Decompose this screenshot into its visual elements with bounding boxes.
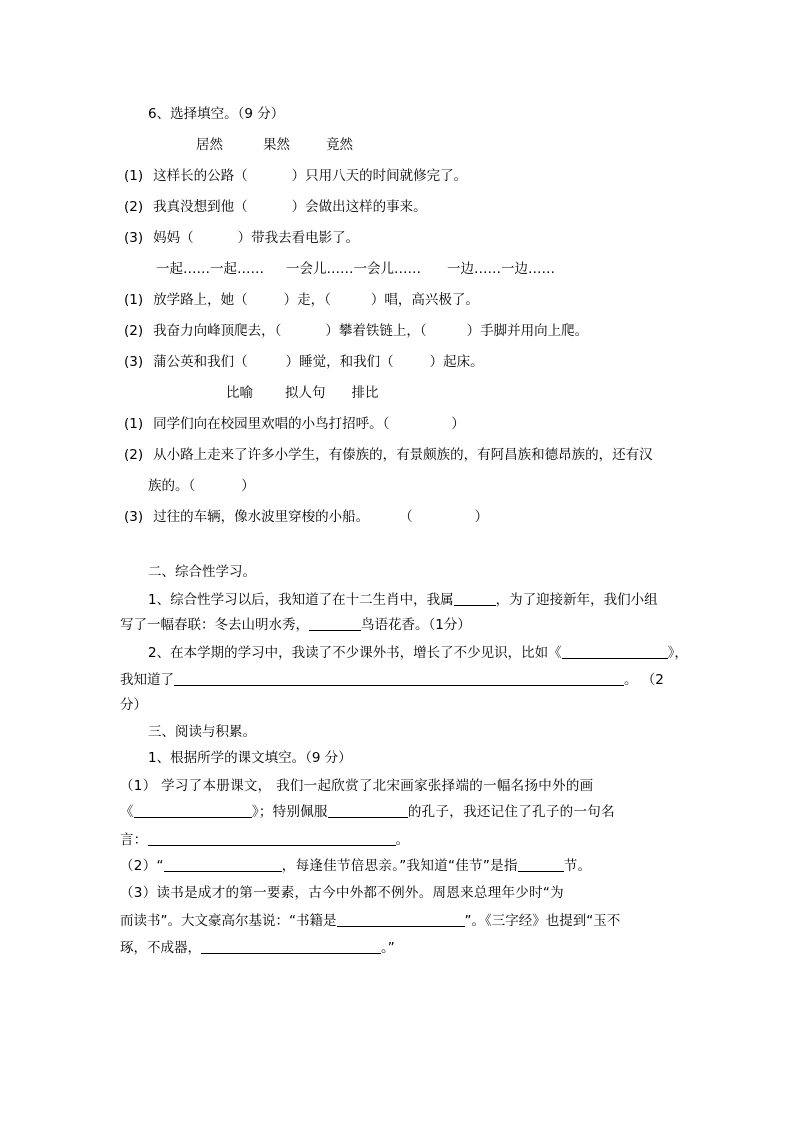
item-number: (2) bbox=[124, 447, 144, 463]
answer-blank[interactable] bbox=[134, 803, 252, 818]
question-line bbox=[120, 830, 409, 850]
item-text: 》；特别佩服 bbox=[251, 804, 328, 820]
word-option: 一会儿……一会儿…… bbox=[286, 261, 421, 277]
word-bank-1 bbox=[196, 135, 353, 155]
item-number: (2) bbox=[124, 323, 144, 339]
question-item bbox=[124, 414, 465, 434]
question-item bbox=[124, 290, 479, 310]
answer-blank[interactable] bbox=[174, 671, 624, 686]
item-text: 蒲公英和我们（ bbox=[153, 354, 248, 370]
item-text: 我知道了 bbox=[120, 672, 174, 688]
question-item bbox=[124, 445, 653, 465]
item-text: 。 （2 bbox=[624, 672, 664, 688]
answer-blank[interactable] bbox=[562, 644, 668, 659]
item-text: 节。 bbox=[563, 858, 592, 874]
question-line: 分） bbox=[120, 697, 147, 713]
item-text: （2）“ bbox=[120, 858, 164, 874]
word-option: 果然 bbox=[263, 137, 290, 153]
item-text: 。 bbox=[395, 832, 410, 848]
answer-blank[interactable] bbox=[148, 831, 396, 846]
item-text: 放学路上，她（ bbox=[153, 292, 248, 308]
question-item bbox=[124, 228, 359, 248]
answer-blank[interactable] bbox=[337, 912, 465, 927]
section6-title: 6、选择填空。（9 分） bbox=[148, 106, 285, 122]
item-text: 妈妈（ bbox=[153, 230, 194, 246]
item-text: ）会做出这样的事来。 bbox=[291, 199, 427, 215]
word-bank-2 bbox=[156, 259, 555, 279]
question-title: 1、根据所学的课文填空。（9 分） bbox=[148, 750, 352, 766]
answer-blank[interactable] bbox=[201, 939, 381, 954]
item-text: 《 bbox=[120, 804, 134, 820]
question-item bbox=[124, 321, 588, 341]
item-text: 言： bbox=[120, 832, 148, 848]
word-bank-3 bbox=[226, 383, 379, 403]
question-line bbox=[120, 856, 591, 876]
item-text: 过往的车辆，像水波里穿梭的小船。 bbox=[153, 509, 370, 525]
question-line bbox=[120, 938, 395, 958]
word-option: 一边……一边…… bbox=[447, 261, 555, 277]
question-item bbox=[124, 166, 467, 186]
item-text: ）只用八天的时间就修完了。 bbox=[291, 168, 468, 184]
answer-blank[interactable] bbox=[328, 803, 408, 818]
item-number: (3) bbox=[124, 354, 144, 370]
question-line bbox=[120, 802, 615, 822]
answer-blank[interactable] bbox=[518, 857, 564, 872]
item-text: 鸟语花香。（1分） bbox=[361, 617, 471, 633]
word-option: 居然 bbox=[196, 137, 223, 153]
question-line: （1） 学习了本册课文， 我们一起欣赏了北宋画家张择端的一幅名扬中外的画 bbox=[120, 778, 594, 794]
part2-heading: 二、综合性学习。 bbox=[148, 564, 256, 580]
item-text: 我真没想到他（ bbox=[153, 199, 248, 215]
item-number: (1) bbox=[124, 168, 144, 184]
item-text: ”。《三字经》也提到“玉不 bbox=[464, 913, 621, 929]
word-option: 一起……一起…… bbox=[156, 261, 264, 277]
item-text: 而读书”。大文豪高尔基说：“书籍是 bbox=[120, 913, 337, 929]
item-number: (2) bbox=[124, 199, 144, 215]
item-text: ） bbox=[474, 509, 489, 525]
item-text: ）起床。 bbox=[429, 354, 484, 370]
question-line bbox=[148, 643, 688, 663]
word-option: 排比 bbox=[351, 385, 379, 401]
item-text: 》， bbox=[667, 645, 688, 661]
question-item bbox=[124, 507, 488, 527]
answer-blank[interactable] bbox=[309, 616, 361, 631]
word-option: 比喻 bbox=[226, 385, 253, 401]
item-text: 同学们向在校园里欢唱的小鸟打招呼。（ bbox=[153, 416, 390, 432]
item-text: 的孔子，我还记住了孔子的一句名 bbox=[407, 804, 615, 820]
item-text: ）唱，高兴极了。 bbox=[370, 292, 479, 308]
question-item bbox=[124, 197, 427, 217]
item-text: ）攀着铁链上，（ bbox=[325, 323, 427, 339]
question-line bbox=[120, 615, 471, 635]
part3-heading: 三、阅读与积累。 bbox=[148, 724, 256, 740]
item-text: 琢，不成器， bbox=[120, 940, 201, 956]
item-text: ）走，（ bbox=[283, 292, 331, 308]
question-line bbox=[120, 911, 620, 931]
word-option: 拟人句 bbox=[285, 385, 326, 401]
item-text: ）带我去看电影了。 bbox=[237, 230, 360, 246]
item-text: 我奋力向峰顶爬去，（ bbox=[153, 323, 282, 339]
question-item bbox=[124, 352, 484, 372]
item-text: 这样长的公路（ bbox=[153, 168, 248, 184]
item-text: 2、在本学期的学习中，我读了不少课外书，增长了不少见识，比如《 bbox=[148, 645, 562, 661]
item-text: ）手脚并用向上爬。 bbox=[466, 323, 589, 339]
item-number: (1) bbox=[124, 416, 144, 432]
item-number: (3) bbox=[124, 230, 144, 246]
question-line bbox=[120, 670, 664, 690]
item-text: 写了一幅春联：冬去山明水秀， bbox=[120, 617, 309, 633]
item-number: (1) bbox=[124, 292, 144, 308]
answer-blank[interactable] bbox=[164, 857, 282, 872]
question-line: （3）读书是成才的第一要素，古今中外都不例外。周恩来总理年少时“为 bbox=[120, 885, 564, 901]
answer-blank[interactable] bbox=[454, 591, 496, 606]
item-number: (3) bbox=[124, 509, 144, 525]
item-text: ，每逢佳节倍思亲。”我知道“佳节”是指 bbox=[281, 858, 518, 874]
question-item-continued bbox=[148, 476, 255, 496]
item-text: ） bbox=[451, 416, 465, 432]
item-text: （ bbox=[399, 509, 413, 525]
item-text: ）睡觉，和我们（ bbox=[285, 354, 394, 370]
item-text: ，为了迎接新年，我们小组 bbox=[495, 592, 658, 608]
item-text: 。” bbox=[381, 940, 395, 956]
question-line bbox=[148, 590, 658, 610]
item-text: 1、综合性学习以后，我知道了在十二生肖中，我属 bbox=[148, 592, 454, 608]
item-text: ） bbox=[241, 478, 255, 494]
item-text: 从小路上走来了许多小学生，有傣族的，有景颇族的，有阿昌族和德昂族的，还有汉 bbox=[153, 447, 653, 463]
word-option: 竟然 bbox=[326, 137, 353, 153]
item-text: 族的。（ bbox=[148, 478, 196, 494]
